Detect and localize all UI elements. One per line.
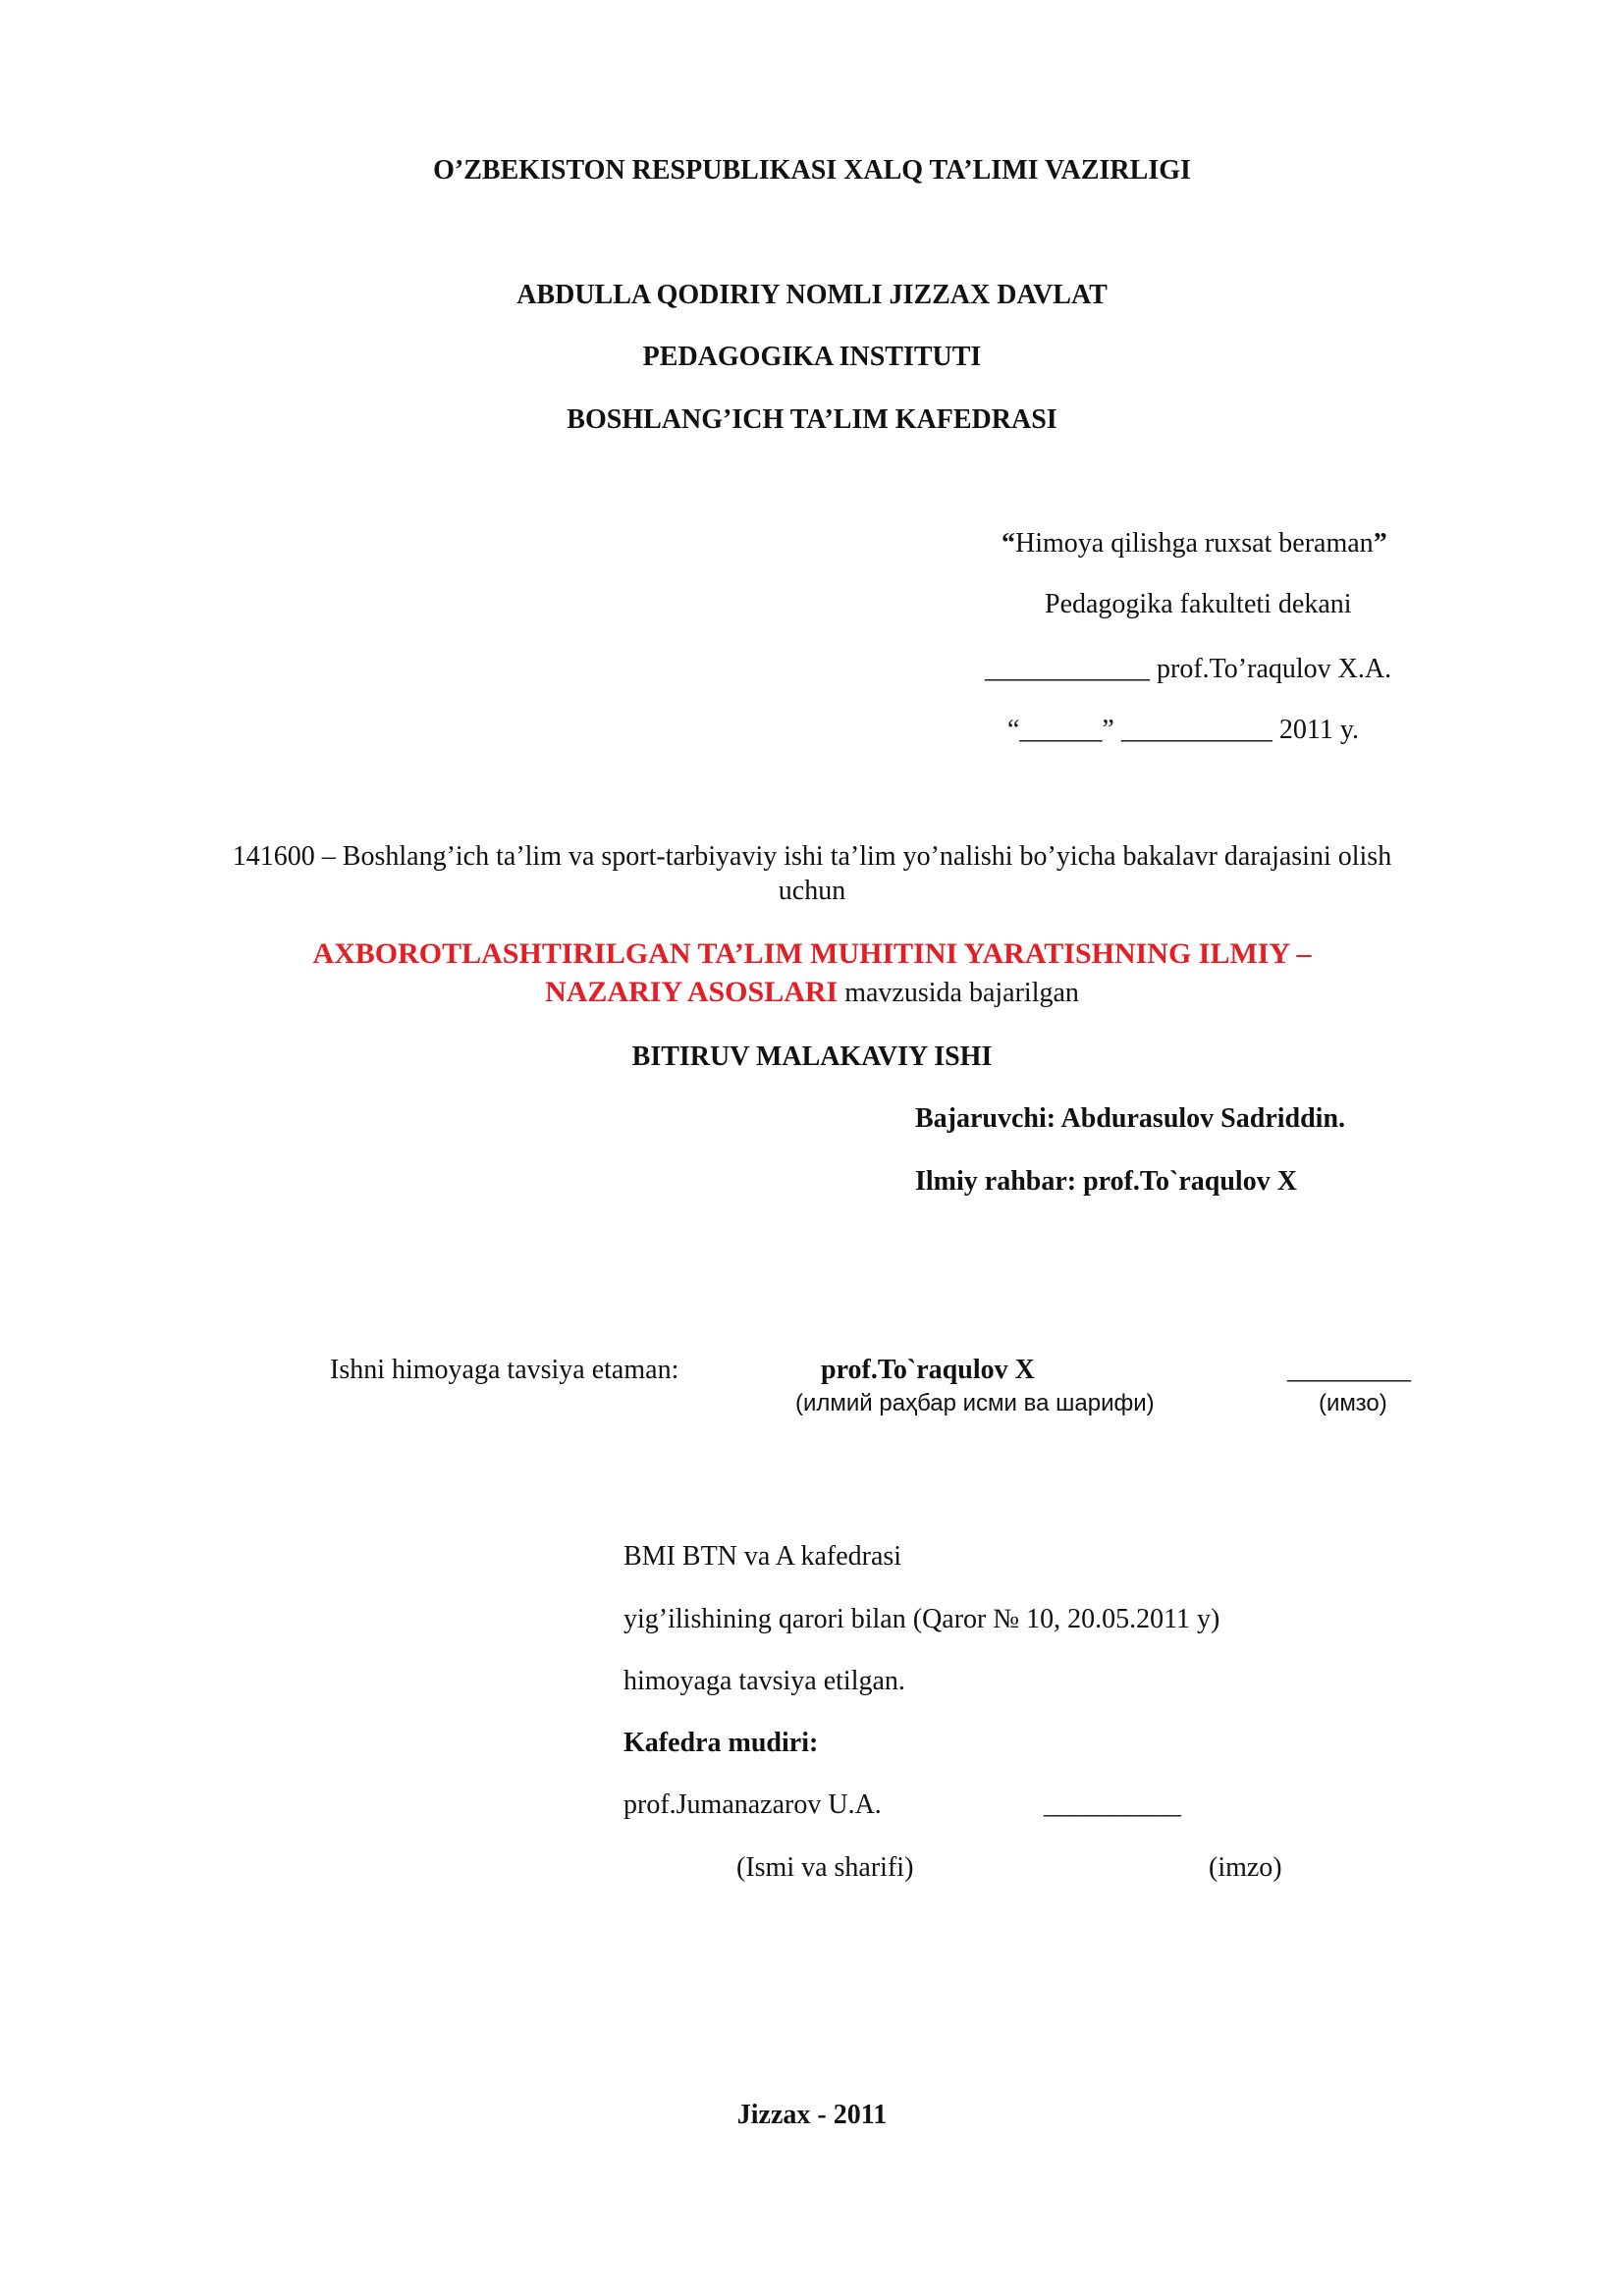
recommendation-name-caption: (илмий раҳбар исми ва шарифи)	[795, 1390, 1155, 1416]
topic-suffix: mavzusida bajarilgan	[838, 978, 1079, 1008]
decision-line1: BMI BTN va A kafedrasi	[623, 1541, 902, 1572]
recommendation-signature-blank: _________	[1287, 1355, 1411, 1385]
ministry-heading: O’ZBEKISTON RESPUBLIKASI XALQ TA’LIMI VAZIRLIGI	[433, 155, 1191, 186]
department-head-name: prof.Jumanazarov U.A.	[623, 1789, 882, 1820]
institute-heading-line1: ABDULLA QODIRIY NOMLI JIZZAX DAVLAT	[516, 280, 1108, 310]
footer-place-year: Jizzax - 2011	[736, 2100, 888, 2130]
approval-quote	[1001, 528, 1387, 560]
work-type: BITIRUV MALAKAVIY ISHI	[631, 1041, 993, 1072]
decision-line3: himoyaga tavsiya etilgan.	[623, 1666, 905, 1696]
decision-line2: yig’ilishining qarori bilan (Qaror № 10, 20.05.2011 y)	[623, 1604, 1220, 1634]
institute-heading-line2: PEDAGOGIKA INSTITUTI	[642, 342, 982, 372]
approval-quote-text: Himoya qilishga ruxsat beraman	[1015, 528, 1374, 559]
department-head-name-caption: (Ismi va sharifi)	[736, 1852, 914, 1883]
topic-title-line1: AXBOROTLASHTIRILGAN TA’LIM MUHITINI YARATISHNING ILMIY –	[312, 937, 1312, 970]
approval-quote-open: “	[1001, 528, 1015, 559]
approval-position: Pedagogika fakulteti dekani	[1045, 589, 1352, 619]
department-heading: BOSHLANG’ICH TA’LIM KAFEDRASI	[567, 404, 1057, 435]
approval-signature-line: ____________ prof.To’raqulov X.A.	[985, 654, 1392, 684]
performer: Bajaruvchi: Abdurasulov Sadriddin.	[915, 1103, 1346, 1134]
recommendation-name: prof.To`raqulov X	[821, 1355, 1035, 1385]
approval-date-line: “______” ___________ 2011 y.	[1007, 715, 1359, 745]
department-head-signature-caption: (imzo)	[1209, 1852, 1282, 1883]
purpose-line1: 141600 – Boshlang’ich ta’lim va sport-tarbiyaviy ishi ta’lim yo’nalishi bo’yicha bakalavr darajasini olish	[232, 841, 1392, 872]
topic-title-line2	[0, 976, 1624, 1009]
approval-quote-close: ”	[1373, 528, 1387, 559]
recommendation-label: Ishni himoyaga tavsiya etaman:	[330, 1355, 679, 1385]
recommendation-signature-caption: (имзо)	[1319, 1390, 1387, 1416]
topic-title-line2-text: NAZARIY ASOSLARI	[545, 976, 839, 1008]
purpose-line2: uchun	[778, 876, 846, 906]
department-head-label: Kafedra mudiri:	[623, 1728, 819, 1758]
supervisor: Ilmiy rahbar: prof.To`raqulov X	[915, 1166, 1297, 1197]
department-head-signature-blank: __________	[1044, 1789, 1181, 1820]
